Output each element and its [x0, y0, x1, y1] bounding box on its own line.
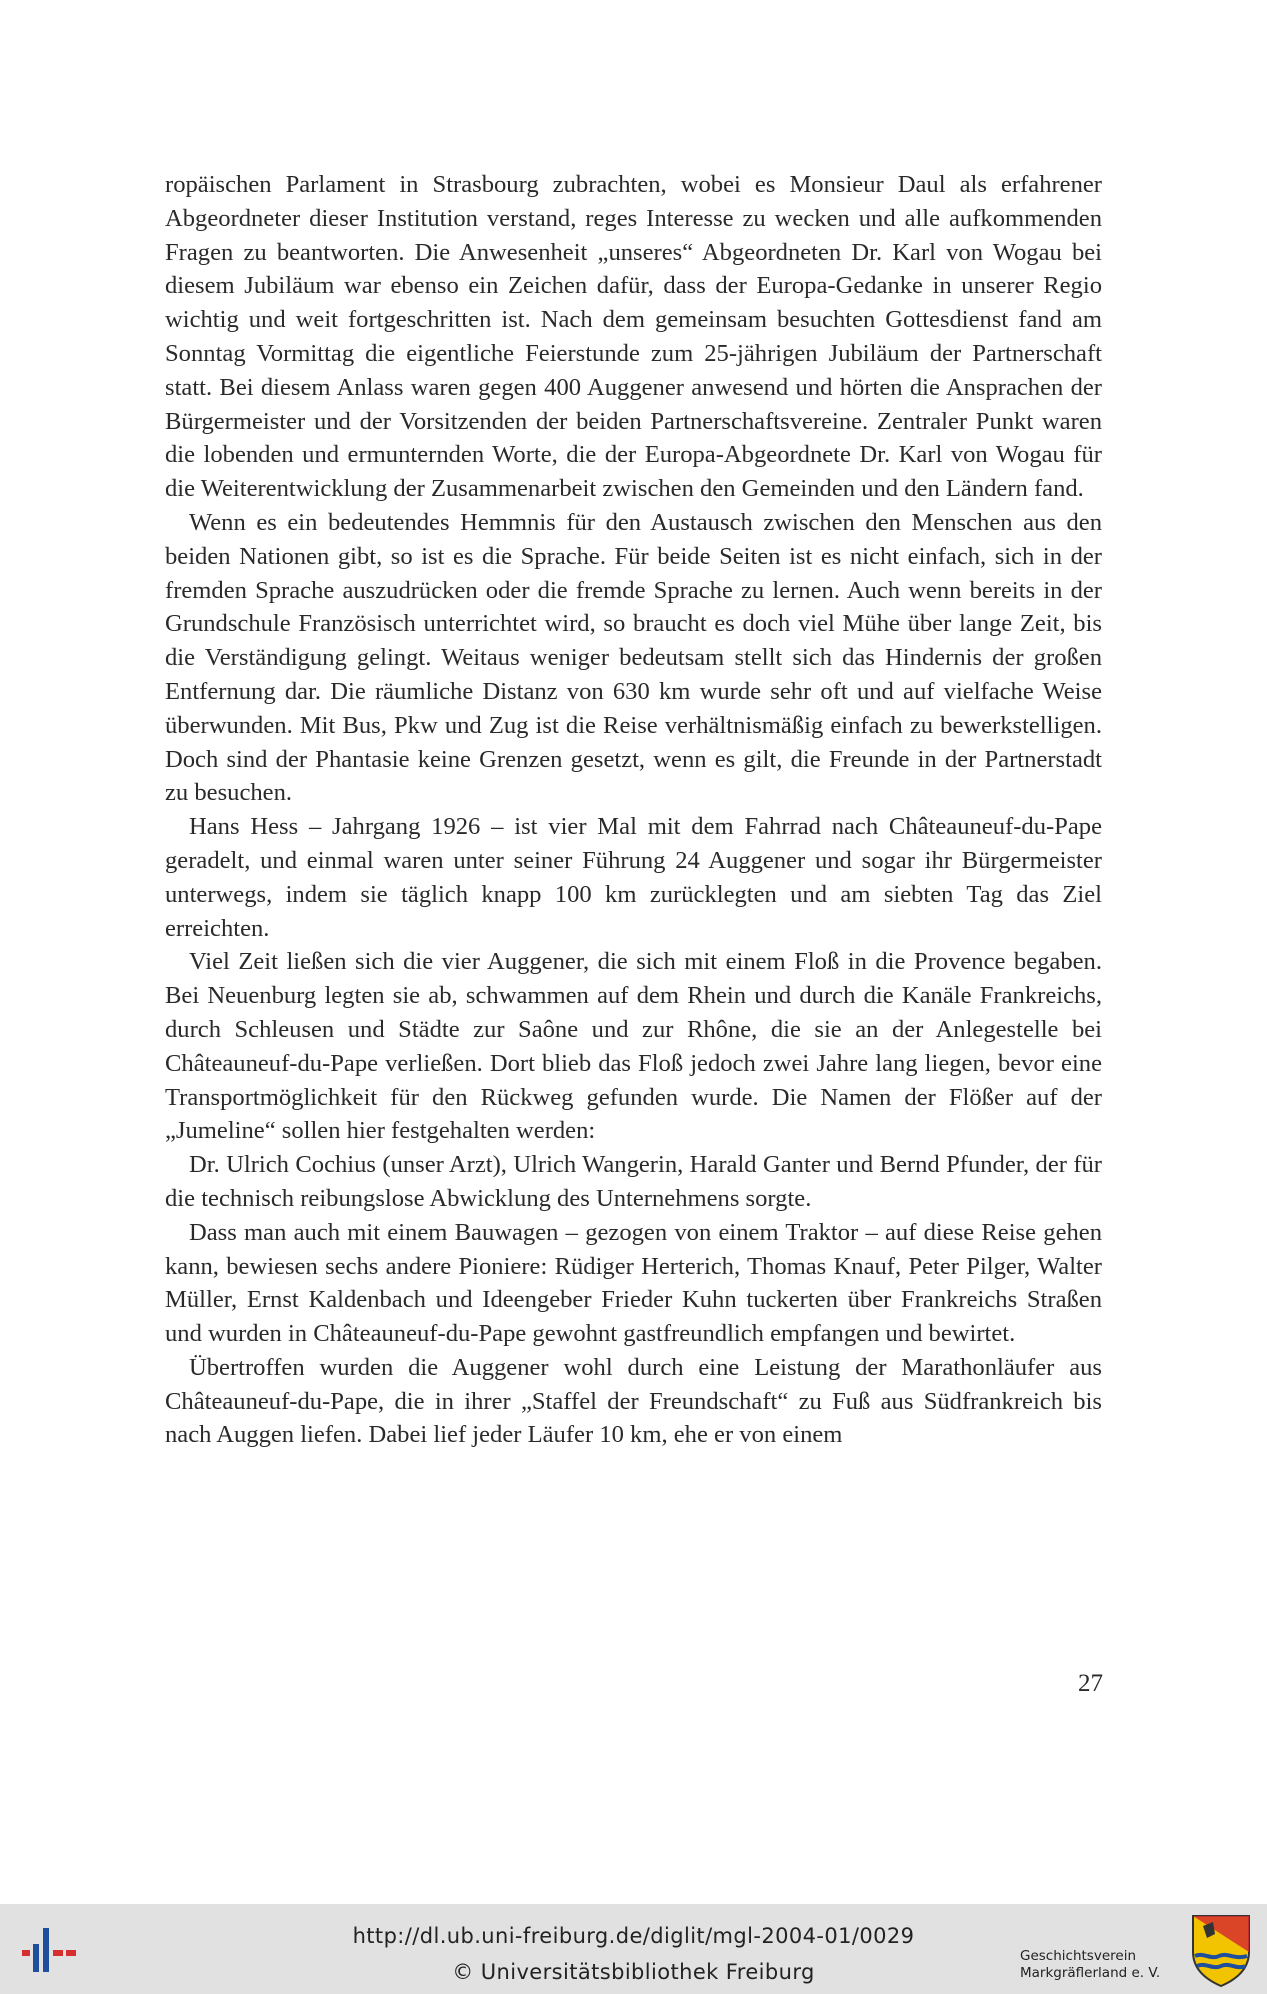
footer-bar [0, 1904, 1267, 1994]
paragraph-5: Dr. Ulrich Cochius (unser Arzt), Ulrich Wangerin, Harald Ganter und Bernd Pfunder, der für die technisch reibungslose Abwicklung des Unternehmens sorgte. [165, 1151, 1102, 1212]
paragraph-4: Viel Zeit ließen sich die vier Auggener, die sich mit einem Floß in die Provence begaben. Bei Neuenburg legten sie ab, schwammen auf dem Rhein und durch die Kanäle Frankreichs, durch Schleusen und Städte zur Saône und zur Rhône, die sie an der Anlegestelle bei Châteauneuf-du-Pape verließen. Dort blieb das Floß jedoch zwei Jahre lang liegen, bevor eine Transportmöglichkeit für den Rückweg gefunden wurde. Die Namen der Flößer auf der „Jumeline“ sollen hier festgehalten werden: [165, 948, 1102, 1145]
paragraph-3: Hans Hess – Jahrgang 1926 – ist vier Mal mit dem Fahrrad nach Châteauneuf-du-Pape geradelt, und einmal waren unter seiner Führung 24 Auggener und sogar ihr Bürgermeister unterwegs, indem sie täglich knapp 100 km zurücklegten und am siebten Tag das Ziel erreichten. [165, 813, 1102, 942]
footer-url-link[interactable]: http://dl.ub.uni-freiburg.de/diglit/mgl-2004-01/0029 [352, 1924, 915, 1948]
body-text [165, 168, 1102, 1452]
paragraph-2: Wenn es ein bedeutendes Hemmnis für den Austausch zwischen den Menschen aus den beiden Nationen gibt, so ist es die Sprache. Für beide Seiten ist es nicht einfach, sich in der fremden Sprache auszudrücken oder die fremde Sprache zu lernen. Auch wenn bereits in der Grundschule Französisch unterrichtet wird, so braucht es doch viel Mühe über lange Zeit, bis die Verständigung gelingt. Weitaus weniger bedeutsam stellt sich das Hindernis der großen Entfernung dar. Die räumliche Distanz von 630 km wurde sehr oft und auf vielfache Weise überwunden. Mit Bus, Pkw und Zug ist die Reise verhältnismäßig einfach zu bewerkstelligen. Doch sind der Phantasie keine Grenzen gesetzt, wenn es gilt, die Freunde in der Partnerstadt zu besuchen. [165, 508, 1102, 807]
paragraph-6: Dass man auch mit einem Bauwagen – gezogen von einem Traktor – auf diese Reise gehen kann, bewiesen sechs andere Pioniere: Rüdiger Herterich, Thomas Knauf, Peter Pilger, Walter Müller, Ernst Kaldenbach und Ideengeber Frieder Kuhn tuckerten über Frankreichs Straßen und wurden in Châteauneuf-du-Pape gewohnt gastfreundlich empfangen und bewirtet. [165, 1218, 1102, 1348]
page-number: 27 [1078, 1670, 1103, 1697]
society-name [1020, 1948, 1160, 1982]
paragraph-7: Übertroffen wurden die Auggener wohl durch eine Leistung der Marathonläufer aus Châteauneuf-du-Pape, die in ihrer „Staffel der Freundschaft“ zu Fuß aus Südfrankreich bis nach Auggen liefen. Dabei lief jeder Läufer 10 km, ehe er von einem [165, 1353, 1102, 1449]
paragraph-1: ropäischen Parlament in Strasbourg zubrachten, wobei es Monsieur Daul als erfahrener Abgeordneter dieser Institution verstand, reges Interesse zu wecken und alle aufkommenden Fragen zu beantworten. Die Anwesenheit „unseres“ Abgeordneten Dr. Karl von Wogau bei diesem Jubiläum war ebenso ein Zeichen dafür, dass der Europa-Gedanke in unserer Regio wichtig und weit fortgeschritten ist. Nach dem gemeinsam besuchten Gottesdienst fand am Sonntag Vormittag die eigentliche Feierstunde zum 25-jährigen Jubiläum der Partnerschaft statt. Bei diesem Anlass waren gegen 400 Auggener anwesend und hörten die Ansprachen der Bürgermeister und der Vorsitzenden der beiden Partnerschaftsvereine. Zentraler Punkt waren die lobenden und ermunternden Worte, die der Europa-Abgeordnete Dr. Karl von Wogau für die Weiterentwicklung der Zusammenarbeit zwischen den Gemeinden und den Ländern fand. [165, 171, 1102, 503]
footer-copyright: © Universitätsbibliothek Freiburg [452, 1960, 815, 1984]
coat-of-arms-icon [1189, 1912, 1253, 1988]
society-name-line2: Markgräflerland e. V. [1020, 1965, 1161, 1981]
society-name-line1: Geschichtsverein [1020, 1948, 1136, 1964]
